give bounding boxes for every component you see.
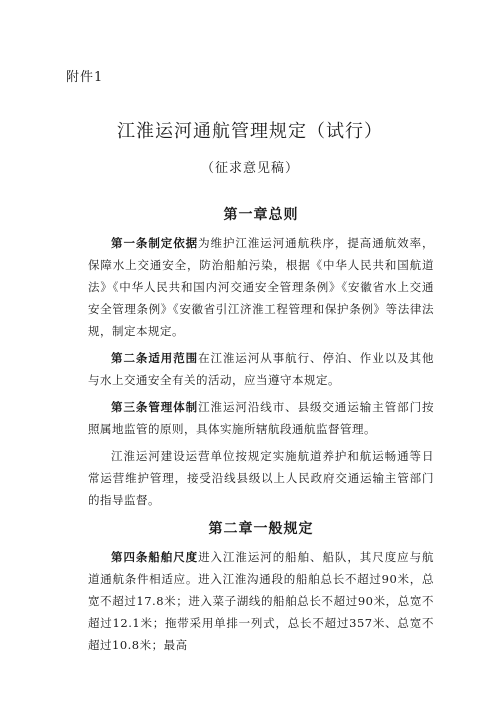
article-lead: 第四条船舶尺度 [111, 550, 199, 564]
article-paragraph [88, 232, 434, 342]
article-text: 为维护江淮运河通航秩序，提高通航效率，保障水上交通安全，防治船舶污染，根据《中华人民共和国航道法》《中华人民共和国内河交通安全管理条例》《安徽省水上交通安全管理条例》《安徽省引江济淮工程管理和保护条例》等法律法规，制定本规定。 [88, 236, 435, 338]
article-text: 在江淮运河从事航行、停泊、作业以及其他与水上交通安全有关的活动，应当遵守本规定。 [88, 351, 435, 387]
article-text: 进入江淮运河的船舶、船队，其尺度应与航道通航条件相适应。进入江淮沟通段的船舶总长不超过90米，总宽不超过17.8米；进入菜子湖线的船舶总长不超过90米，总宽不超过12.1米；拖带采用单排一列式，总长不超过357米、总宽不超过10.8米；最高 [88, 550, 435, 652]
article-paragraph [88, 347, 434, 391]
document-body [88, 203, 434, 656]
chapter-heading: 第一章总则 [223, 207, 299, 223]
attachment-label: 附件1 [66, 70, 104, 85]
chapter-heading: 第二章一般规定 [208, 521, 314, 537]
document-title: 江淮运河通航管理规定（试行） [117, 121, 383, 142]
article-lead: 第一条制定依据 [111, 236, 199, 250]
article-text: 江淮运河建设运营单位按规定实施航道养护和航运畅通等日常运营维护管理，接受沿线县级以上人民政府交通运输主管部门的指导监督。 [88, 449, 434, 507]
article-lead: 第三条管理体制 [111, 400, 199, 414]
article-paragraph [88, 445, 434, 511]
article-paragraph [88, 546, 434, 656]
article-text: 江淮运河沿线市、县级交通运输主管部门按照属地监管的原则，具体实施所辖航段通航监督管理。 [88, 400, 435, 436]
article-paragraph [88, 396, 434, 440]
article-lead: 第二条适用范围 [111, 351, 199, 365]
document-subtitle: （征求意见稿） [200, 161, 299, 176]
